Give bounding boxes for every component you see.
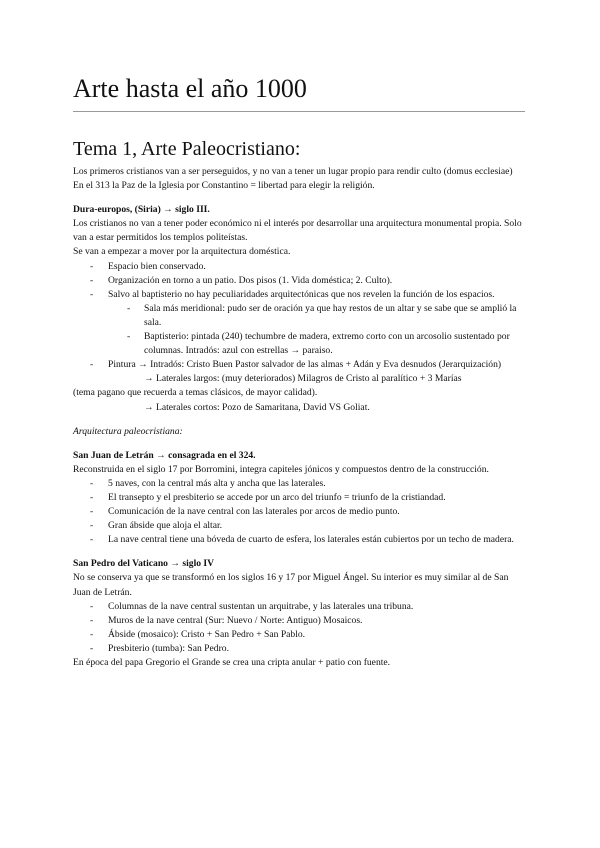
list-item xyxy=(73,505,528,519)
list-dash: - xyxy=(127,302,131,314)
list-dash: - xyxy=(127,331,131,343)
list-item-text: Gran ábside que aloja el altar. xyxy=(108,520,223,532)
letran-paragraph: Reconstruida en el siglo 17 por Borromini, integra capiteles jónicos y compuestos dentro de la construcción. xyxy=(73,463,489,475)
list-dash: - xyxy=(90,534,94,546)
list-item-text: La nave central tiene una bóveda de cuarto de esfera, los laterales están cubiertos por un techo de madera. xyxy=(108,534,514,546)
list-dash: - xyxy=(90,506,94,518)
list-item xyxy=(73,491,528,505)
document-body xyxy=(73,165,528,670)
intro-paragraph-2: En el 313 la Paz de la Iglesia por Constantino = libertad para elegir la religión. xyxy=(73,180,375,192)
list-dash: - xyxy=(90,260,94,272)
section-heading: Tema 1, Arte Paleocristiano: xyxy=(73,138,301,160)
list-item xyxy=(73,288,528,302)
list-item xyxy=(73,628,528,642)
letran-list xyxy=(73,477,528,547)
dura-list xyxy=(73,260,528,373)
list-dash: - xyxy=(90,288,94,300)
list-item xyxy=(73,600,528,614)
vaticano-list xyxy=(73,600,528,656)
list-item xyxy=(73,519,528,533)
vaticano-heading: San Pedro del Vaticano → siglo IV xyxy=(73,558,215,570)
title-divider xyxy=(73,111,525,112)
list-item xyxy=(73,614,528,628)
list-item-text: Ábside (mosaico): Cristo + San Pedro + San Pablo. xyxy=(108,628,306,640)
list-item xyxy=(73,274,528,288)
list-dash: - xyxy=(90,359,94,371)
list-item xyxy=(73,477,528,491)
list-item-text: Espacio bien conservado. xyxy=(108,260,206,272)
list-dash: - xyxy=(90,642,94,654)
list-item-text: El transepto y el presbiterio se accede por un arco del triunfo = triunfo de la cristiandad. xyxy=(108,491,446,503)
intro-paragraph-1: Los primeros cristianos van a ser perseguidos, y no van a tener un lugar propio para rendir culto (domus ecclesiae) xyxy=(73,166,513,177)
letran-heading: San Juan de Letrán → consagrada en el 324. xyxy=(73,449,256,461)
list-item xyxy=(73,358,528,372)
dura-paragraph-2: Se van a empezar a mover por la arquitectura doméstica. xyxy=(73,246,291,258)
list-item xyxy=(73,533,528,547)
list-item-text: 5 naves, con la central más alta y ancha que las laterales. xyxy=(108,477,326,489)
laterales-largos: → Laterales largos: (muy deteriorados) Milagros de Cristo al paralítico + 3 Marías xyxy=(144,373,462,385)
list-item-text: Muros de la nave central (Sur: Nuevo / Norte: Antiguo) Mosaicos. xyxy=(108,614,363,626)
list-item xyxy=(73,642,528,656)
list-item-text: Organización en torno a un patio. Dos pisos (1. Vida doméstica; 2. Culto). xyxy=(108,274,393,286)
dura-heading: Dura-europos, (Siria) → siglo III. xyxy=(73,204,210,216)
list-item-text: Pintura → Intradós: Cristo Buen Pastor salvador de las almas + Adán y Eva desnudos (Jerarquización) xyxy=(108,359,502,371)
dura-paragraph-1: Los cristianos no van a tener poder económico ni el interés por desarrollar una arquitectura monumental propia. Solo van a estar permitidos los templos politeístas. xyxy=(73,218,522,244)
list-item xyxy=(73,260,528,274)
list-dash: - xyxy=(90,274,94,286)
list-dash: - xyxy=(90,628,94,640)
arquitectura-label: Arquitectura paleocristiana: xyxy=(73,425,183,437)
sub-list-item xyxy=(73,302,528,330)
list-item-text: Comunicación de la nave central con las laterales por arcos de medio punto. xyxy=(108,506,400,518)
vaticano-paragraph: No se conserva ya que se transformó en los siglos 16 y 17 por Miguel Ángel. Su interior es muy similar al de San Juan de Letrán. xyxy=(73,572,509,598)
sub-list-item xyxy=(73,330,528,358)
tema-pagano: (tema pagano que recuerda a temas clásicos, de mayor calidad). xyxy=(73,387,318,399)
list-dash: - xyxy=(90,491,94,503)
list-dash: - xyxy=(90,477,94,489)
list-item-text: Salvo al baptisterio no hay peculiaridades arquitectónicas que nos revelen la función de los espacios. xyxy=(108,288,495,300)
list-dash: - xyxy=(90,614,94,626)
document-title: Arte hasta el año 1000 xyxy=(73,74,307,103)
list-item-text: Sala más meridional: pudo ser de oración ya que hay restos de un altar y se sabe que se amplió la sala. xyxy=(144,302,517,328)
list-dash: - xyxy=(90,600,94,612)
laterales-cortos: → Laterales cortos: Pozo de Samaritana, David VS Goliat. xyxy=(144,401,370,413)
list-item-text: Columnas de la nave central sustentan un arquitrabe, y las laterales una tribuna. xyxy=(108,600,414,612)
vaticano-closing: En época del papa Gregorio el Grande se crea una cripta anular + patio con fuente. xyxy=(73,657,391,668)
list-item-text: Presbiterio (tumba): San Pedro. xyxy=(108,642,229,654)
list-item-text: Baptisterio: pintada (240) techumbre de madera, extremo corto con un arcosolio sustentado por columnas. Intradós: azul con estrellas → paraiso. xyxy=(144,331,510,357)
list-dash: - xyxy=(90,520,94,532)
